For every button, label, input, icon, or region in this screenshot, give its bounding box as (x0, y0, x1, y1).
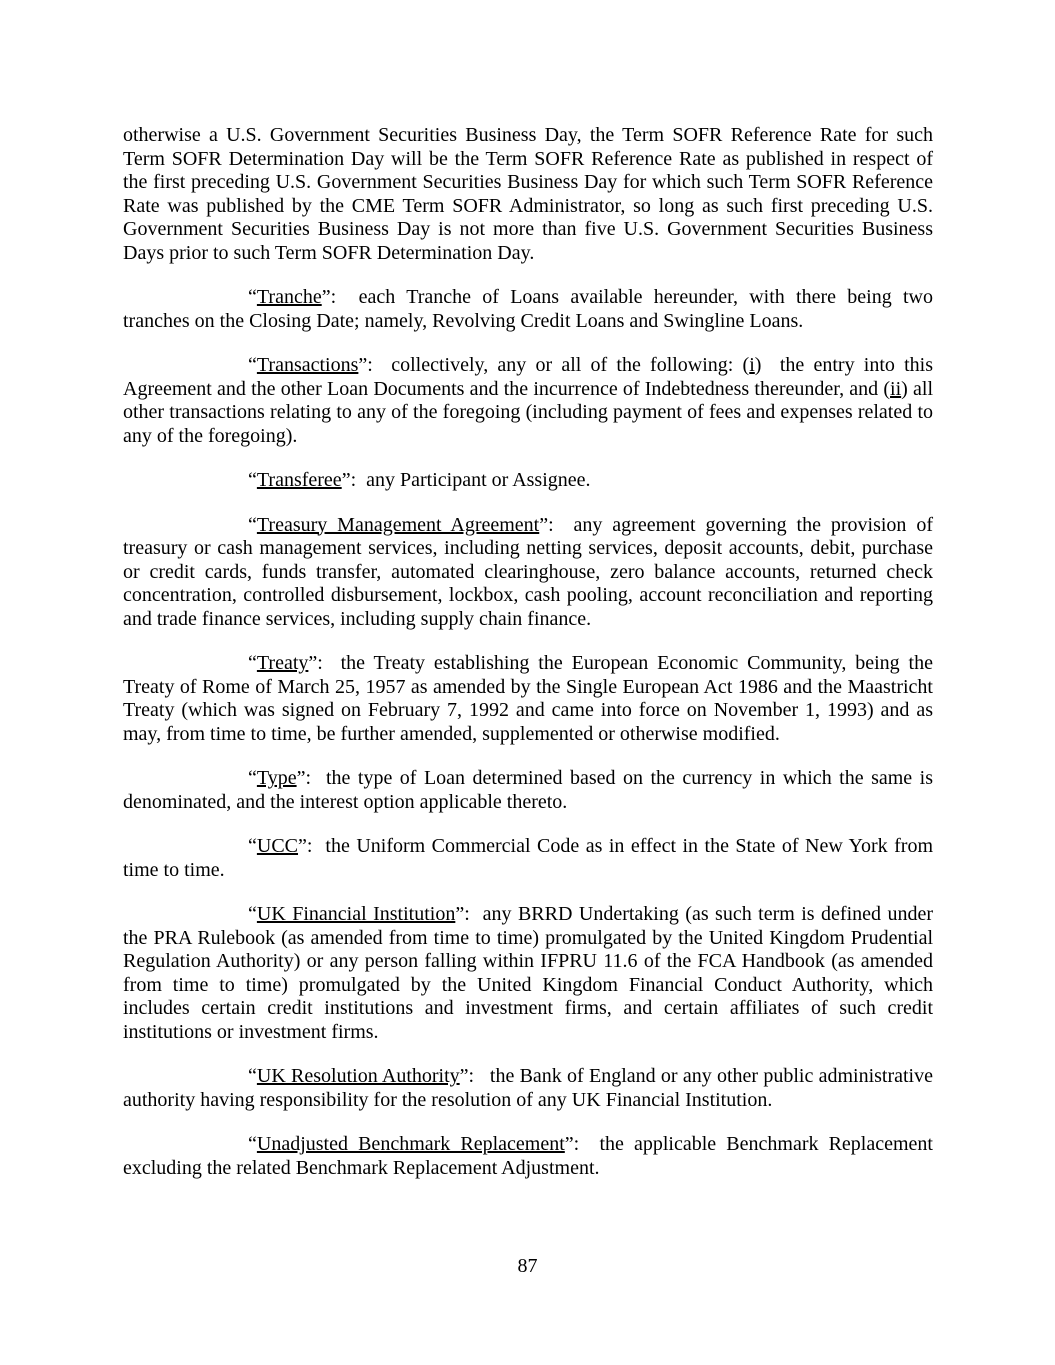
document-body (123, 124, 933, 1201)
text-run: “ (248, 354, 257, 376)
defined-term: Tranche (256, 286, 322, 308)
text-run: “ (248, 1133, 257, 1155)
paragraph (123, 286, 933, 333)
text-run: “ (248, 767, 257, 789)
text-run: “ (248, 903, 257, 925)
text-run: ”: collectively, any or all of the following: ( (358, 354, 750, 376)
text-run: “ (248, 469, 257, 491)
defined-term: UK Financial Institution (256, 903, 456, 925)
text-run: ”: any agreement governing the provision of treasury or cash management services, including netting services, deposit accounts, debit, purchase or credit cards, funds transfer, automated clearinghouse, zero balance accounts, returned check concentration, controlled disbursement, lockbox, cash pooling, account reconciliation and reporting and trade finance services, including supply chain finance. (123, 513, 933, 630)
defined-term: Transactions (256, 354, 359, 376)
text-run: “ (248, 286, 257, 308)
page-number: 87 (517, 1255, 538, 1277)
paragraph (123, 514, 933, 632)
defined-term: ii (890, 377, 902, 400)
text-run: ”: any Participant or Assignee. (341, 469, 591, 491)
text-run: ) all other transactions relating to any of the foregoing (including payment of fees and expenses related to any of the foregoing). (123, 377, 934, 447)
text-run: ”: the type of Loan determined based on the currency in which the same is denominated, and the interest option applicable thereto. (123, 767, 933, 813)
paragraph (123, 354, 933, 448)
paragraph (123, 767, 933, 814)
text-run: ”: any BRRD Undertaking (as such term is defined under the PRA Rulebook (as amended from time to time) promulgated by the United Kingdom Prudential Regulation Authority) or any person falling within IFPRU 11.6 of the FCA Handbook (as amended from time to time) promulgated by the United Kingdom Financial Conduct Authority, which includes certain credit institutions and investment firms, and certain affiliates of such credit institutions or investment firms. (123, 903, 933, 1043)
paragraph (123, 1065, 933, 1112)
text-run: ) the entry into this Agreement and the other Loan Documents and the incurrence of Indebtedness thereunder, and ( (123, 354, 933, 400)
text-run: ”: each Tranche of Loans available hereunder, with there being two tranches on the Closing Date; namely, Revolving Credit Loans and Swingline Loans. (123, 286, 933, 332)
paragraph (123, 652, 933, 746)
defined-term: Treaty (256, 652, 309, 674)
text-run: ”: the Treaty establishing the European Economic Community, being the Treaty of Rome of March 25, 1957 as amended by the Single European Act 1986 and the Maastricht Treaty (which was signed on February 7, 1992 and came into force on November 1, 1993) and as may, from time to time, be further amended, supplemented or otherwise modified. (123, 652, 933, 745)
text-run: ”: the Bank of England or any other public administrative authority having responsibility for the resolution of any UK Financial Institution. (123, 1065, 933, 1111)
defined-term: i (749, 354, 755, 376)
paragraph (123, 903, 933, 1044)
text-run: otherwise a U.S. Government Securities Business Day, the Term SOFR Reference Rate for such Term SOFR Determination Day will be the Term SOFR Reference Rate as published in respect of the first preceding U.S. Government Securities Business Day for which such Term SOFR Reference Rate was published by the CME Term SOFR Administrator, so long as such first preceding U.S. Government Securities Business Day is not more than five U.S. Government Securities Business Days prior to such Term SOFR Determination Day. (123, 124, 933, 264)
text-run: ”: the Uniform Commercial Code as in effect in the State of New York from time to time. (123, 835, 933, 881)
paragraph (123, 835, 933, 882)
paragraph (123, 1133, 933, 1180)
defined-term: Type (256, 767, 297, 789)
defined-term: Transferee (256, 469, 342, 491)
text-run: “ (248, 1065, 257, 1087)
defined-term: Treasury Management Agreement (256, 513, 540, 536)
text-run: “ (248, 652, 257, 674)
text-run: “ (248, 835, 257, 857)
defined-term: UK Resolution Authority (256, 1065, 460, 1087)
defined-term: Unadjusted Benchmark Replacement (256, 1133, 565, 1155)
text-run: ”: the applicable Benchmark Replacement excluding the related Benchmark Replacement Adjustment. (123, 1133, 933, 1179)
paragraph (123, 469, 933, 493)
defined-term: UCC (256, 835, 299, 857)
text-run: “ (248, 513, 257, 536)
paragraph (123, 124, 933, 265)
